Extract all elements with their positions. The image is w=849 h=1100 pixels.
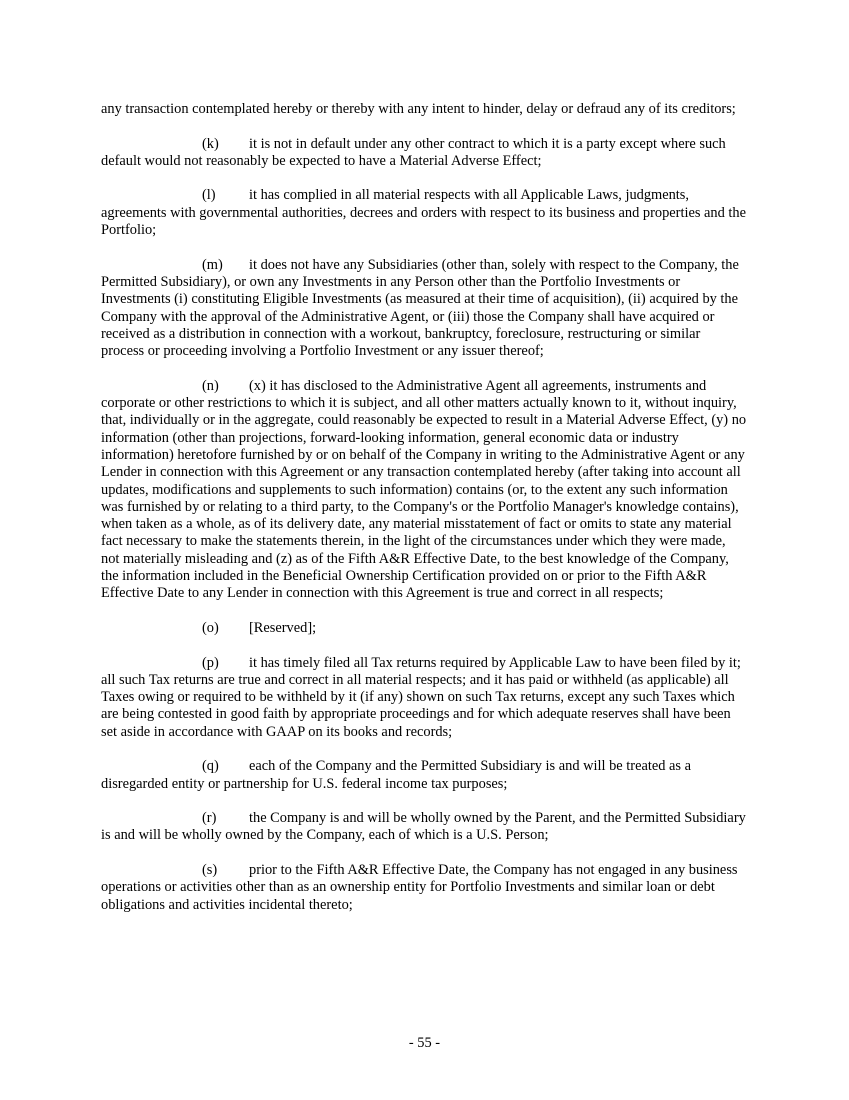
- clause-q: [101, 758, 747, 793]
- clause-r: [101, 810, 747, 845]
- clause-s: [101, 862, 747, 914]
- clause-l: [101, 187, 747, 239]
- clause-text: (x) it has disclosed to the Administrative Agent all agreements, instruments and corporate or other restrictions to which it is subject, and all other matters actually known to it, without inquiry, that, individually or in the aggregate, could reasonably be expected to result in a Material Adverse Effect, (y) no information (other than projections, forward-looking information, general economic data or industry information) heretofore furnished by or on behalf of the Company in writing to the Administrative Agent or any Lender in connection with this Agreement or any transaction contemplated hereby (after taking into account all updates, modifications and supplements to such information) contains (or, to the extent any such information was furnished by or relating to a third party, to the Company's or the Portfolio Manager's knowledge contains), when taken as a whole, as of its delivery date, any material misstatement of fact or omits to state any material fact necessary to make the statements therein, in the light of the circumstances under which they were made, not materially misleading and (z) as of the Fifth A&R Effective Date, to the best knowledge of the Company, the information included in the Beneficial Ownership Certification provided on or prior to the Fifth A&R Effective Date to any Lender in connection with this Agreement is true and correct in all respects;: [101, 377, 747, 602]
- clause-label: (l): [202, 187, 216, 204]
- clause-text: it is not in default under any other contract to which it is a party except where such default would not reasonably be expected to have a Material Adverse Effect;: [101, 135, 726, 169]
- clause-m: [101, 257, 747, 361]
- lead-paragraph: any transaction contemplated hereby or thereby with any intent to hinder, delay or defraud any of its creditors;: [101, 101, 736, 117]
- clause-label: (o): [202, 619, 219, 636]
- clause-label: (q): [202, 758, 219, 775]
- page-number: - 55 -: [408, 1035, 441, 1051]
- clause-o: [101, 620, 747, 637]
- clause-text: it has complied in all material respects with all Applicable Laws, judgments, agreements with governmental authorities, decrees and orders with respect to its business and properties and the Portfolio;: [101, 187, 746, 239]
- clause-label: (m): [202, 256, 223, 273]
- clause-text: it does not have any Subsidiaries (other than, solely with respect to the Company, the Permitted Subsidiary), or own any Investments in any Person other than the Portfolio Investments or Investments (i) constituting Eligible Investments (as measured at their time of acquisition), (ii) acquired by the Company with the approval of the Administrative Agent, or (iii) those the Company shall have acquired or received as a distribution in connection with a workout, bankruptcy, foreclosure, restructuring or similar process or proceeding involving a Portfolio Investment or any issuer thereof;: [101, 256, 739, 360]
- clause-label: (s): [202, 862, 218, 879]
- clause-label: (r): [202, 810, 217, 827]
- clause-n: [101, 378, 747, 603]
- document-body: [101, 101, 747, 931]
- clause-text: each of the Company and the Permitted Subsidiary is and will be treated as a disregarded entity or partnership for U.S. federal income tax purposes;: [101, 758, 691, 792]
- clause-label: (k): [202, 135, 219, 152]
- clause-label: (n): [202, 377, 219, 394]
- clause-p: [101, 655, 747, 741]
- clause-k: [101, 136, 747, 171]
- clause-text: the Company is and will be wholly owned by the Parent, and the Permitted Subsidiary is and will be wholly owned by the Company, each of which is a U.S. Person;: [101, 810, 746, 844]
- clause-label: (p): [202, 654, 219, 671]
- clause-text: [Reserved];: [249, 619, 317, 636]
- clause-text: it has timely filed all Tax returns required by Applicable Law to have been filed by it; all such Tax returns are true and correct in all material respects; and it has paid or withheld (as applicable) all Taxes owing or required to be withheld by it (if any) shown on such Tax returns, except any such Taxes which are being contested in good faith by appropriate proceedings and for which adequate reserves shall have been set aside in accordance with GAAP on its books and records;: [101, 654, 741, 740]
- clause-text: prior to the Fifth A&R Effective Date, the Company has not engaged in any business operations or activities other than as an ownership entity for Portfolio Investments and similar loan or debt obligations and activities incidental thereto;: [101, 862, 738, 913]
